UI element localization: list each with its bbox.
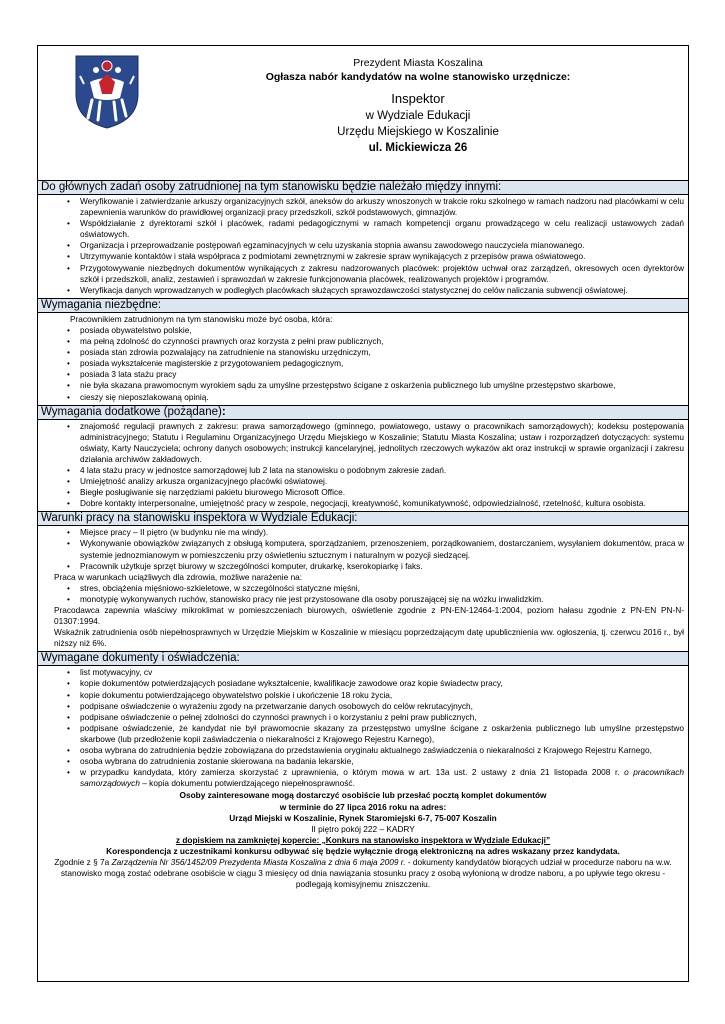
ordinance-ref: Zarządzenia Nr 356/1452/09 Prezydenta Miasta Koszalina z dnia 6 maja 2009 r.	[111, 856, 406, 867]
header-text	[148, 56, 688, 156]
retention-text: Zgodnie z § 7a	[54, 856, 112, 867]
list-item: • podpisane oświadczenie o pełnej zdolności do czynności prawnych i o korzystaniu z pełni praw publicznych,	[80, 712, 684, 723]
disabled-employment-rate: Wskaźnik zatrudnienia osób niepełnosprawnych w Urzędzie Miejskim w Koszalinie w miesiącu poprzedzającym datę upublicznienia ww. ogłoszenia, tj. czerwcu 2016 r., był niższy niż 6%.	[54, 627, 684, 649]
list-item: • posiada wykształcenie magisterskie z przygotowaniem pedagogicznym,	[80, 358, 684, 369]
list-item: • monotypię wykonywanych ruchów, stanowisko pracy nie jest przystosowane dla osoby poruszającej się na wózku inwalidzkim.	[80, 594, 684, 605]
list-item: • list motywacyjny, cv	[80, 667, 684, 678]
room-info: II piętro pokój 222 – KADRY	[311, 823, 415, 834]
duties-heading: Do głównych zadań osoby zatrudnionej na tym stanowisku będzie należało między innymi:	[38, 181, 688, 195]
list-item: • Utrzymywanie kontaktów i stała współpraca z podmiotami zewnętrznymi w zakresie spraw wynikających z przepisów prawa oświatowego.	[80, 251, 684, 262]
announcement: Ogłasza nabór kandydatów na wolne stanowisko urzędnicze:	[265, 71, 571, 83]
position-title: Inspektor	[391, 91, 445, 106]
issuer: Prezydent Miasta Koszalina	[353, 57, 483, 69]
list-item: • posiada obywatelstwo polskie,	[80, 325, 684, 336]
list-item-text: w przypadku kandydata, który zamierza skorzystać z uprawnienia, o którym mowa w art. 13a ust. 2 ustawy z dnia 21 listopada 2008 r.	[80, 767, 625, 778]
additional-heading	[38, 405, 688, 420]
list-item: • Dobre kontakty interpersonalne, umiejętność pracy w zespole, negocjacji, kreatywność, komunikatywność, odpowiedzialność, rzetelność, kultura osobista.	[80, 498, 684, 509]
act-title: o pracownikach samorządowych	[80, 767, 685, 789]
list-item: • osoba wybrana do zatrudnienia będzie zobowiązana do przedstawienia oryginału aktualnego zaświadczenia o niekaralności z Krajowego Rejestru Karnego,	[80, 745, 684, 756]
office-address: ul. Mickiewicza 26	[368, 142, 468, 154]
list-item: • Weryfikowanie i zatwierdzanie arkuszy organizacyjnych szkół, aneksów do arkuszy wnoszonych w trakcie roku szkolnego w ramach nadzoru nad placówkami w celu zapewnienia warunków do prawidłowej organizacji pracy przedszkoli, szkół podstawowych, gimnazjów.	[80, 196, 684, 218]
conditions-heading: Warunki pracy na stanowisku inspektora w Wydziale Edukacji:	[38, 511, 688, 526]
additional-heading-text: Wymagania dodatkowe (pożądane)	[41, 405, 222, 418]
list-item-text: – kopia dokumentu potwierdzającego niepełnosprawność.	[139, 778, 355, 789]
list-item	[80, 767, 684, 789]
correspondence-note: Korespondencja z uczestnikami konkursu odbywać się będzie wyłącznie drogą elektroniczną na adres wskazany przez kandydata.	[106, 845, 620, 856]
list-item: • kopie dokumentów potwierdzających posiadane wykształcenie, kwalifikacje zawodowe oraz kopie świadectw pracy,	[80, 678, 684, 689]
list-item: • Miejsce pracy – II piętro (w budynku nie ma windy).	[80, 527, 684, 538]
conditions-section	[38, 526, 688, 651]
list-item: • posiada stan zdrowia pozwalający na zatrudnienie na stanowisku urzędniczym,	[80, 347, 684, 358]
list-item: • Współdziałanie z dyrektorami szkół i placówek, radami pedagogicznymi w ramach kompetencji organu prowadzącego w celu realizacji ustawowych zadań oświatowych.	[80, 218, 684, 240]
list-item: • Przygotowywanie niezbędnych dokumentów wynikających z zakresu nadzorowanych placówek: projektów uchwał oraz zarządzeń, okresowych ocen dyrektorów szkół i przedszkoli, analiz, zestawień i sprawozdań w zakresie funkcjonowania placówek, realizowanych projektów i programów.	[80, 263, 684, 285]
department: w Wydziale Edukacji	[365, 110, 471, 122]
list-item: • kopie dokumentu potwierdzającego obywatelstwo polskie i ukończenie 18 roku życia,	[80, 690, 684, 701]
list-item: • Organizacja i przeprowadzanie postępowań egzaminacyjnych w celu uzyskania stopnia awansu zawodowego nauczyciela mianowanego.	[80, 240, 684, 251]
list-item: • Pracownik użytkuje sprzęt biurowy w szczególności komputer, drukarkę, kserokopiarkę i faks.	[80, 561, 684, 572]
list-item: • Biegłe posługiwanie się narzędziami pakietu biurowego Microsoft Office.	[80, 487, 684, 498]
document-frame	[37, 45, 689, 982]
duties-section	[38, 195, 688, 298]
list-item: • podpisane oświadczenie, że kandydat nie był prawomocnie skazany za przestępstwo umyślne ścigane z oskarżenia publicznego lub umyślne przestępstwo skarbowe (lub przedłożenie kopii zaświadczenia o niekaralności z Krajowego Rejestru Karnego),	[80, 723, 684, 745]
list-item: • posiada 3 lata stażu pracy	[80, 369, 684, 380]
risk-intro: Praca w warunkach uciążliwych dla zdrowia, możliwe narażenie na:	[54, 571, 303, 582]
envelope-note: z dopiskiem na zamkniętej kopercie: „Konkurs na stanowisko inspektora w Wydziale Edukacji”	[175, 834, 551, 845]
list-item: • znajomość regulacji prawnych z zakresu: prawa samorządowego (gminnego, powiatowego, ustawy o pracownikach samorządowych); kodeksu postępowania administracyjnego; Statutu i Regulaminu Organizacyjnego Urzędu Miejskiego w Koszalinie; Statutu Miasta Koszalina; ustaw i rozporządzeń dotyczących: systemu oświaty, Karty Nauczyciela; ochrony danych osobowych; instrukcji kancelaryjnej, jednolitych rzeczowych wykazów akt oraz instrukcji w sprawie organizacji i zakresu działania archiwów zakładowych.	[80, 421, 684, 465]
list-item: • Umiejętność analizy arkusza organizacyjnego placówki oświatowej.	[80, 476, 684, 487]
list-item: • 4 lata stażu pracy w jednostce samorządowej lub 2 lata na stanowisku o podobnym zakresie zadań.	[80, 465, 684, 476]
list-item: • nie była skazana prawomocnym wyrokiem sądu za umyślne przestępstwo ścigane z oskarżenia publicznego lub umyślne przestępstwo skarbowe,	[80, 380, 684, 391]
additional-section	[38, 420, 688, 512]
list-item: • ma pełną zdolność do czynności prawnych oraz korzysta z pełni praw publicznych,	[80, 336, 684, 347]
list-item: • podpisane oświadczenie o wyrażeniu zgody na przetwarzanie danych osobowych do celów rekrutacyjnych,	[80, 701, 684, 712]
required-intro: Pracownikiem zatrudnionym na tym stanowisku może być osoba, która:	[70, 313, 333, 324]
list-item: • cieszy się nieposzlakowaną opinią.	[80, 392, 684, 403]
additional-heading-colon: :	[221, 405, 226, 418]
list-item: • stres, obciążenia mięśniowo-szkieletowe, w szczególności statyczne mięśni,	[80, 583, 684, 594]
office-name: Urzędu Miejskiego w Koszalinie	[337, 126, 499, 138]
footer-line: Osoby zainteresowane mogą dostarczyć osobiście lub przesłać pocztą komplet dokumentów	[179, 790, 547, 801]
list-item: • Weryfikacja danych wprowadzanych w podległych placówkach służących sprawozdawczości statystycznej do celów naliczania subwencji oświatowej.	[80, 285, 684, 296]
required-heading: Wymagania niezbędne:	[38, 298, 688, 313]
deadline: w terminie do 27 lipca 2016 roku na adres:	[279, 801, 447, 812]
submission-address: Urząd Miejski w Koszalinie, Rynek Staromiejski 6-7, 75-007 Koszalin	[229, 812, 497, 823]
required-section	[38, 313, 688, 405]
lighting-note: Pracodawca zapewnia właściwy mikroklimat w pomieszczeniach biurowych, oświetlenie zgodnie z PN-EN-12464-1:2004, poziom hałasu zgodnie z PN-EN PN-N-01307:1994.	[54, 605, 684, 627]
retention-note	[42, 857, 684, 890]
list-item: • Wykonywanie obowiązków związanych z obsługą komputera, sporządzaniem, przenoszeniem, porządkowaniem, dostarczaniem, wysyłaniem dokumentów, praca w systemie jednozmianowym w pomieszczeniu przy oświetleniu sztucznym i naturalnym w pozycji siedzącej.	[80, 538, 684, 560]
coat-of-arms-icon	[74, 54, 140, 130]
retention-text: - dokumenty kandydatów biorących udział w procedurze naboru na w.w. stanowisko mogą zostać odebrane osobiście w ciągu 3 miesięcy od dnia nawiązania stosunku pracy z osobą wyłonioną w drodze naboru, a po upływie tego okresu - podlegają komisyjnemu zniszczeniu.	[60, 856, 672, 890]
documents-heading: Wymagane dokumenty i oświadczenia:	[38, 651, 688, 666]
documents-section	[38, 666, 688, 892]
list-item: • osoba wybrana do zatrudnienia zostanie skierowana na badania lekarskie,	[80, 756, 684, 767]
header	[38, 46, 688, 181]
